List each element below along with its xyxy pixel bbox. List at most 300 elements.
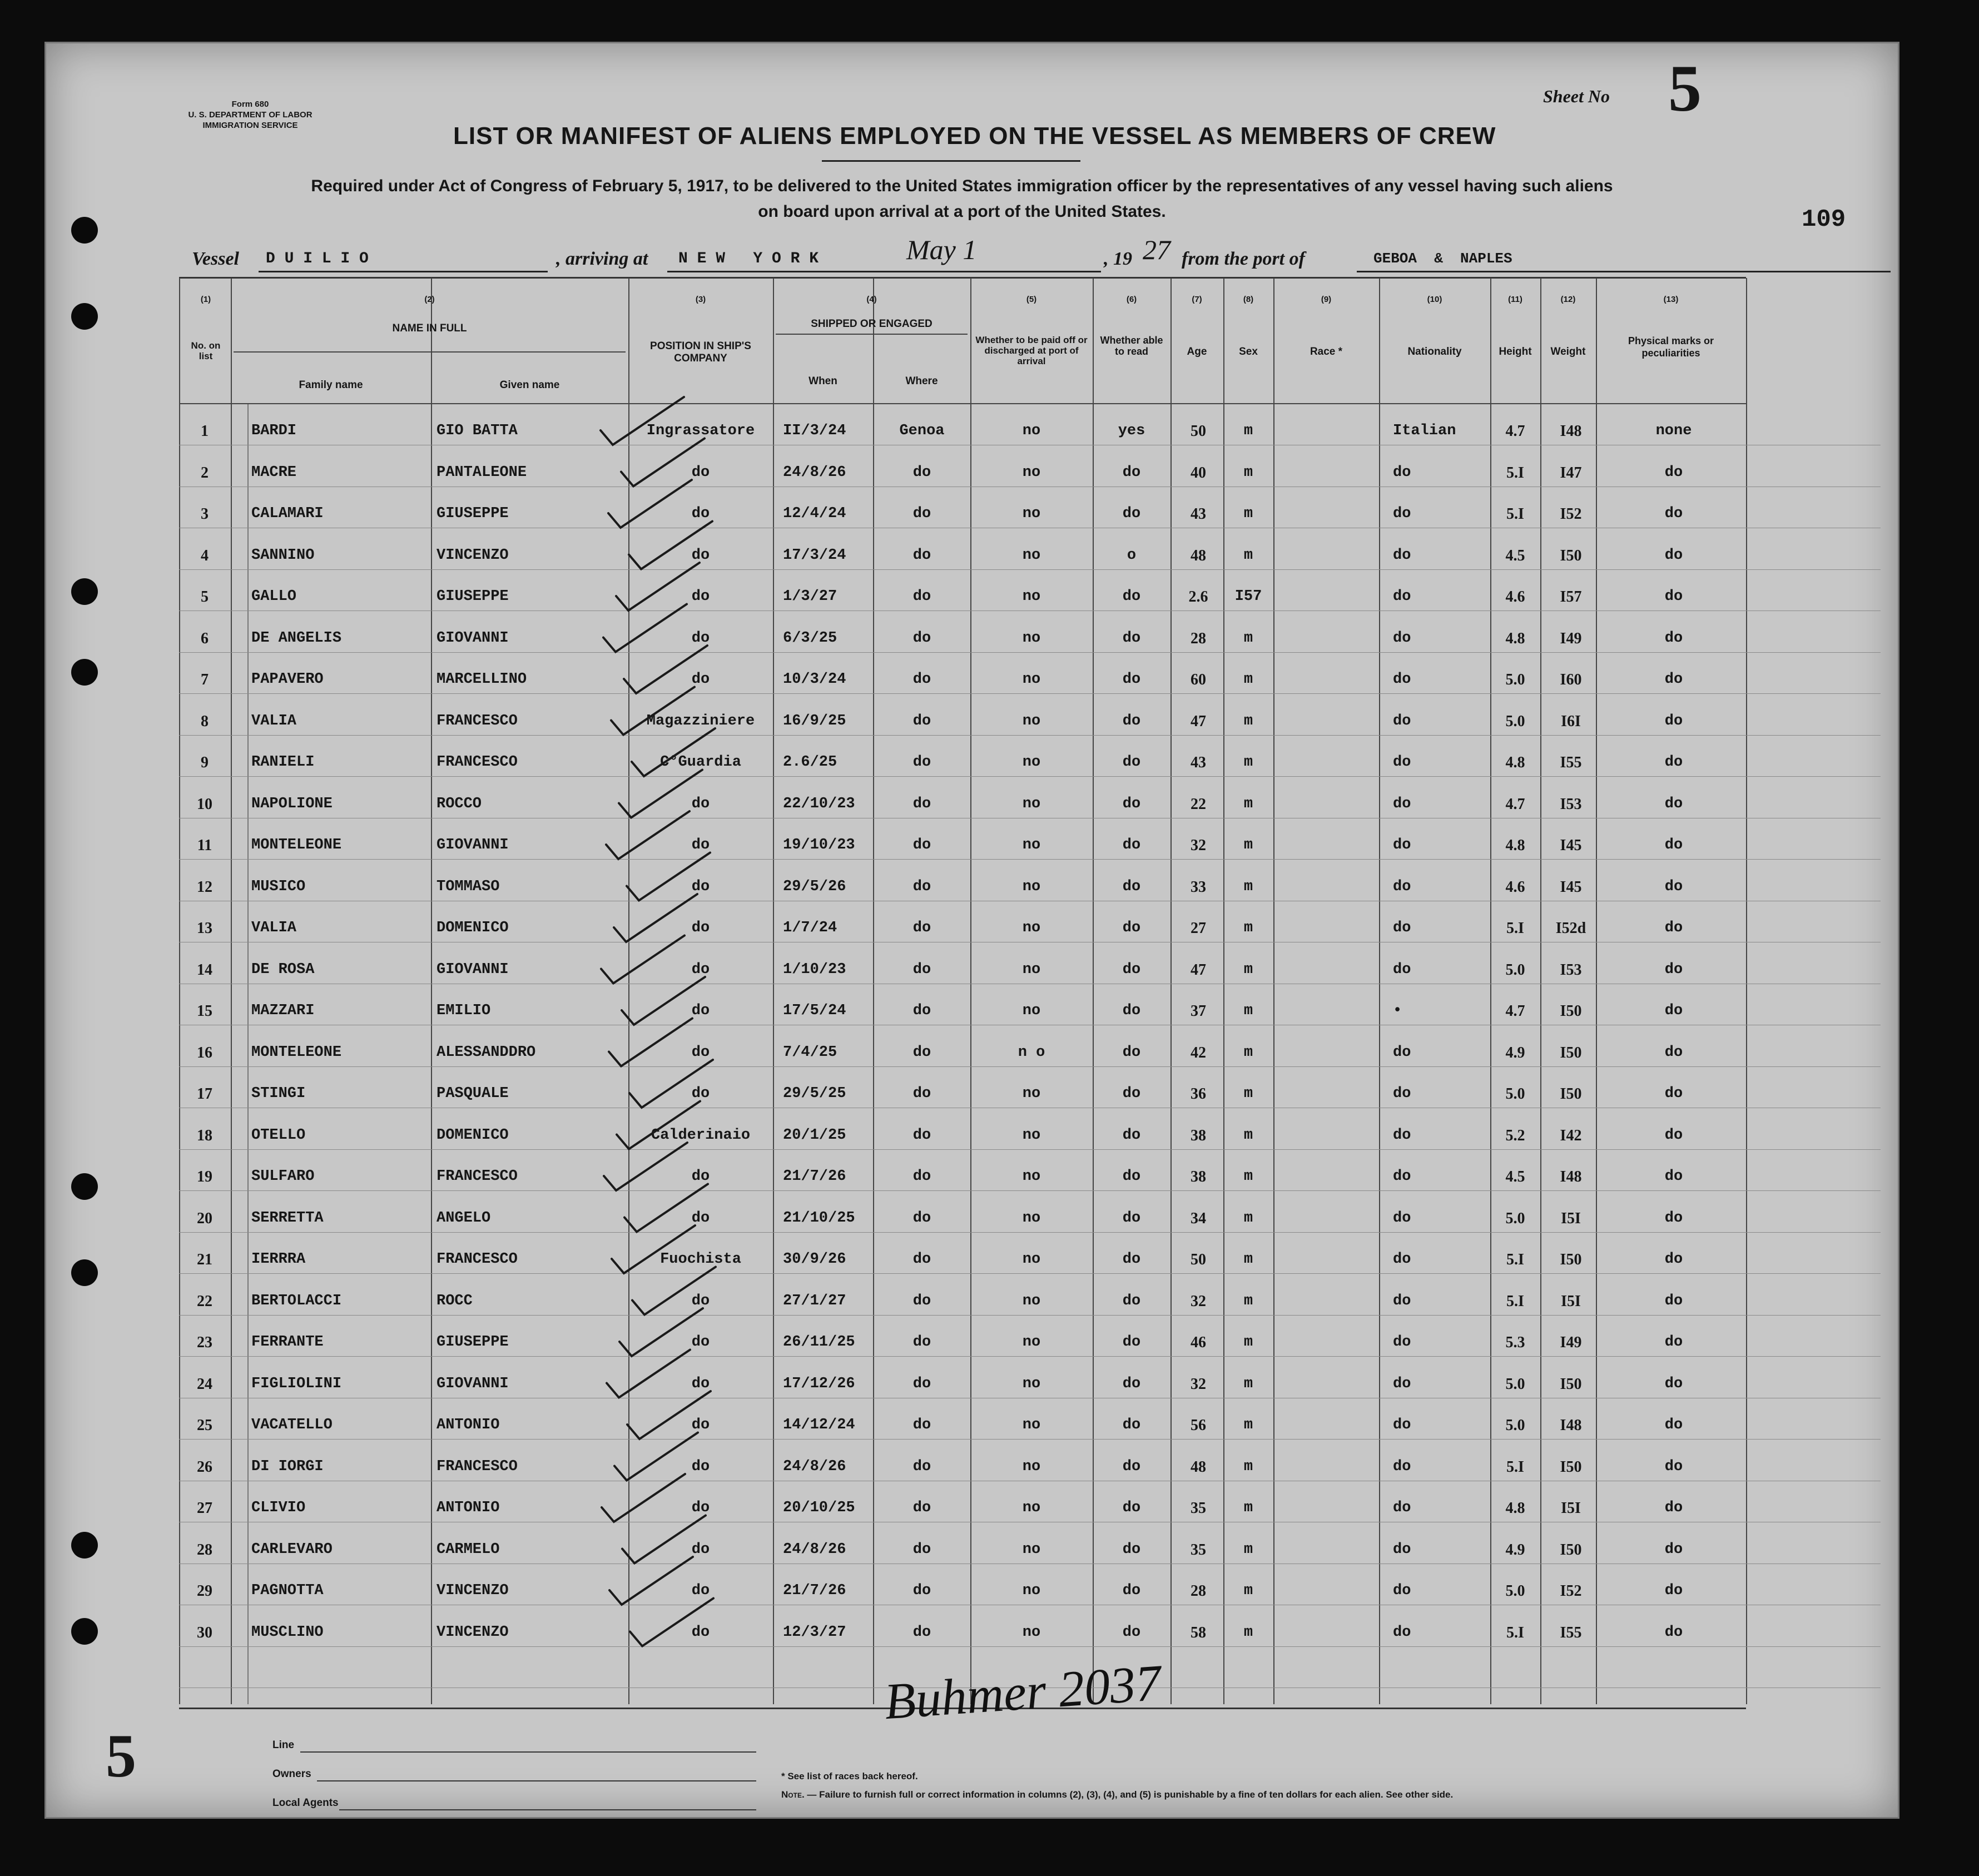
cell-weight: I50 — [1560, 1458, 1582, 1476]
grid-column-line — [1273, 278, 1274, 1704]
col-10-header: Nationality — [1407, 346, 1462, 358]
line-label: Line — [272, 1739, 295, 1751]
cell-where: do — [912, 464, 931, 481]
row-rule — [179, 569, 1881, 570]
cell-weight: I45 — [1560, 837, 1582, 854]
cell-family: RANIELI — [251, 754, 315, 771]
cell-height: 4.7 — [1505, 423, 1525, 440]
cell-where: do — [912, 1624, 931, 1641]
cell-marks: do — [1664, 754, 1683, 771]
cell-family: VACATELLO — [251, 1417, 333, 1433]
cell-marks: do — [1664, 1085, 1683, 1102]
cell-read: do — [1122, 1458, 1141, 1475]
cell-family: SERRETTA — [251, 1209, 324, 1227]
cell-weight: I53 — [1560, 961, 1582, 979]
cell-read: o — [1127, 547, 1137, 564]
cell-height: 4.8 — [1505, 629, 1525, 647]
cell-no: 15 — [197, 1002, 212, 1020]
cell-when: 2.6/25 — [783, 754, 837, 771]
departure-port: GEBOA & NAPLES — [1373, 250, 1512, 267]
cell-given: GIUSEPPE — [437, 505, 509, 522]
cell-height: 5.0 — [1505, 1582, 1525, 1600]
cell-age: 38 — [1191, 1126, 1206, 1144]
cell-height: 5.0 — [1505, 1209, 1525, 1227]
note-prefix: Note. — [781, 1789, 805, 1800]
cell-weight: I50 — [1560, 1044, 1582, 1061]
cell-nationality: do — [1393, 837, 1411, 853]
cell-when: 1/3/27 — [783, 588, 837, 605]
cell-no: 22 — [197, 1292, 212, 1310]
cell-paid: no — [1022, 505, 1041, 522]
cell-given: GIOVANNI — [437, 629, 509, 647]
owners-label: Owners — [272, 1768, 311, 1780]
cell-marks: do — [1664, 629, 1683, 647]
cell-where: do — [912, 505, 931, 522]
cell-where: do — [912, 837, 931, 853]
cell-given: PASQUALE — [437, 1085, 509, 1102]
cell-position: do — [691, 1375, 710, 1392]
cell-height: 4.5 — [1505, 547, 1525, 564]
cell-family: CARLEVARO — [251, 1541, 333, 1558]
cell-nationality: do — [1393, 795, 1411, 812]
col-7-number: (7) — [1192, 295, 1202, 304]
cell-paid: no — [1022, 1085, 1041, 1102]
cell-read: do — [1122, 1002, 1141, 1019]
col-8-number: (8) — [1243, 295, 1254, 304]
penalty-note — [781, 1789, 1453, 1800]
cell-paid: no — [1022, 878, 1041, 895]
cell-height: 5.0 — [1505, 712, 1525, 730]
cell-read: do — [1122, 961, 1141, 978]
cell-marks: do — [1664, 464, 1683, 481]
cell-nationality: do — [1393, 547, 1411, 564]
grid-column-line — [1093, 278, 1094, 1704]
col-6-number: (6) — [1126, 295, 1137, 304]
cell-weight: I55 — [1560, 754, 1582, 771]
cell-read: do — [1122, 1044, 1141, 1061]
cell-paid: no — [1022, 1417, 1041, 1433]
cell-height: 5.0 — [1505, 1375, 1525, 1393]
row-rule — [179, 1439, 1881, 1440]
cell-age: 60 — [1191, 671, 1206, 688]
cell-weight: I52 — [1560, 1582, 1582, 1600]
cell-given: DOMENICO — [437, 920, 509, 936]
cell-given: FRANCESCO — [437, 754, 518, 771]
form-number: Form 680 — [231, 100, 269, 109]
cell-no: 1 — [201, 423, 209, 440]
cell-age: 32 — [1191, 837, 1206, 854]
cell-marks: do — [1664, 920, 1683, 936]
cell-where: do — [912, 878, 931, 895]
arriving-field-line — [667, 271, 1101, 272]
col-2-header: NAME IN FULL — [392, 322, 467, 334]
year-prefix: , 19 — [1104, 249, 1132, 269]
vessel-name: D U I L I O — [266, 250, 369, 267]
cell-sex: m — [1243, 1126, 1253, 1144]
cell-age: 58 — [1191, 1624, 1206, 1641]
row-rule — [179, 1315, 1881, 1316]
col-13-header: Physical marks or peculiarities — [1628, 335, 1714, 359]
arrival-year: 27 — [1143, 234, 1170, 265]
cell-marks: do — [1664, 1417, 1683, 1433]
cell-age: 42 — [1191, 1044, 1206, 1061]
cell-position: do — [691, 920, 710, 936]
cell-paid: no — [1022, 920, 1041, 936]
cell-paid: no — [1022, 588, 1041, 605]
cell-given: FRANCESCO — [437, 1168, 518, 1185]
col-4-header: SHIPPED OR ENGAGED — [811, 318, 933, 330]
cell-when: 17/3/24 — [783, 547, 846, 564]
cell-given: EMILIO — [437, 1002, 491, 1019]
col-9-number: (9) — [1321, 295, 1332, 304]
form-header — [167, 99, 334, 131]
cell-height: 4.8 — [1505, 754, 1525, 771]
cell-family: OTELLO — [251, 1126, 306, 1144]
cell-paid: n o — [1018, 1044, 1045, 1061]
cell-family: FERRANTE — [251, 1334, 324, 1351]
cell-sex: m — [1243, 464, 1253, 481]
subtitle-line-2: on board upon arrival at a port of the United States. — [758, 202, 1166, 221]
cell-height: 4.7 — [1505, 795, 1525, 813]
cell-no: 29 — [197, 1582, 212, 1600]
cell-read: do — [1122, 1375, 1141, 1392]
cell-read: do — [1122, 1500, 1141, 1516]
cell-where: do — [912, 1334, 931, 1351]
cell-family: GALLO — [251, 588, 297, 605]
cell-read: do — [1122, 795, 1141, 812]
cell-family: DE ANGELIS — [251, 629, 342, 647]
cell-given: GIOVANNI — [437, 837, 509, 853]
grid-column-line — [1540, 278, 1541, 1704]
cell-given: FRANCESCO — [437, 712, 518, 729]
cell-given: ROCC — [437, 1292, 473, 1309]
col-12-header: Weight — [1550, 346, 1586, 358]
cell-family: CLIVIO — [251, 1500, 306, 1516]
cell-position: do — [691, 837, 710, 853]
cell-position: Ingrassatore — [646, 423, 755, 439]
grid-column-line — [431, 278, 432, 1704]
cell-nationality: do — [1393, 1458, 1411, 1475]
col-10-number: (10) — [1427, 295, 1442, 304]
cell-given: ALESSANDDRO — [437, 1044, 536, 1061]
cell-sex: m — [1243, 1209, 1253, 1227]
cell-given: VINCENZO — [437, 1624, 509, 1641]
cell-height: 5.I — [1506, 1624, 1524, 1641]
cell-height: 5.3 — [1505, 1334, 1525, 1351]
cell-where: do — [912, 712, 931, 729]
cell-read: do — [1122, 1541, 1141, 1558]
cell-when: 30/9/26 — [783, 1251, 846, 1268]
cell-given: GIUSEPPE — [437, 1334, 509, 1351]
cell-sex: m — [1243, 1375, 1253, 1392]
cell-position: do — [691, 1292, 710, 1309]
cell-nationality: • — [1393, 1002, 1402, 1019]
cell-sex: m — [1243, 1458, 1253, 1475]
cell-where: do — [912, 961, 931, 978]
cell-weight: I5I — [1561, 1209, 1581, 1227]
cell-nationality: do — [1393, 1417, 1411, 1433]
col-3-header: POSITION IN SHIP'S COMPANY — [650, 340, 751, 364]
col-1-header: No. on list — [191, 340, 221, 361]
cell-marks: do — [1664, 1541, 1683, 1558]
cell-when: 29/5/25 — [783, 1085, 846, 1102]
cell-read: do — [1122, 1624, 1141, 1641]
cell-weight: I50 — [1560, 1085, 1582, 1103]
cell-when: 24/8/26 — [783, 464, 846, 481]
note-text: — Failure to furnish full or correct information in columns (2), (3), (4), and (5) is punishable by a fine of ten dollars for each alien. See other side. — [804, 1789, 1454, 1800]
cell-nationality: do — [1393, 1334, 1411, 1351]
vessel-label: Vessel — [192, 249, 239, 269]
cell-no: 28 — [197, 1541, 212, 1559]
cell-height: 4.7 — [1505, 1002, 1525, 1020]
cell-where: do — [912, 920, 931, 936]
cell-paid: no — [1022, 1500, 1041, 1516]
cell-when: 12/3/27 — [783, 1624, 846, 1641]
cell-where: do — [912, 547, 931, 564]
cell-position: do — [691, 1417, 710, 1433]
cell-paid: no — [1022, 1251, 1041, 1268]
cell-sex: m — [1243, 754, 1253, 771]
cell-when: 1/10/23 — [783, 961, 846, 978]
cell-paid: no — [1022, 1375, 1041, 1392]
cell-paid: no — [1022, 1002, 1041, 1019]
sheet-number-stamp: 5 — [106, 1722, 136, 1790]
cell-where: Genoa — [899, 423, 945, 439]
cell-height: 5.I — [1506, 1458, 1524, 1476]
punch-hole — [71, 303, 98, 330]
cell-no: 30 — [197, 1624, 212, 1641]
grid-column-line — [1379, 278, 1380, 1704]
cell-age: 35 — [1191, 1541, 1206, 1559]
cell-no: 9 — [201, 754, 209, 771]
col-9-header: Race * — [1310, 346, 1343, 358]
cell-age: 46 — [1191, 1334, 1206, 1351]
cell-marks: do — [1664, 1334, 1683, 1351]
cell-when: 17/12/26 — [783, 1375, 855, 1392]
cell-nationality: do — [1393, 1126, 1411, 1144]
cell-paid: no — [1022, 629, 1041, 647]
cell-marks: do — [1664, 1375, 1683, 1392]
cell-when: 21/10/25 — [783, 1209, 855, 1227]
cell-when: 22/10/23 — [783, 795, 855, 812]
cell-when: 21/7/26 — [783, 1168, 846, 1185]
col-6-header: Whether able to read — [1100, 335, 1163, 357]
cell-sex: m — [1243, 1002, 1253, 1019]
cell-age: 50 — [1191, 423, 1206, 440]
cell-read: do — [1122, 1582, 1141, 1599]
col-5-header: Whether to be paid off or discharged at port of arrival — [975, 335, 1088, 366]
cell-family: NAPOLIONE — [251, 795, 333, 812]
line-field-line — [300, 1751, 756, 1753]
cell-when: 12/4/24 — [783, 505, 846, 522]
cell-when: 24/8/26 — [783, 1458, 846, 1475]
cell-sex: m — [1243, 795, 1253, 812]
cell-family: VALIA — [251, 712, 297, 729]
row-rule — [179, 1232, 1881, 1233]
cell-no: 14 — [197, 961, 212, 979]
cell-sex: I57 — [1234, 588, 1262, 605]
cell-weight: I48 — [1560, 1417, 1582, 1434]
cell-paid: no — [1022, 1334, 1041, 1351]
cell-no: 21 — [197, 1251, 212, 1268]
cell-sex: m — [1243, 1417, 1253, 1433]
cell-nationality: do — [1393, 1251, 1411, 1268]
cell-given: FRANCESCO — [437, 1251, 518, 1268]
cell-family: MAZZARI — [251, 1002, 315, 1019]
cell-given: VINCENZO — [437, 1582, 509, 1599]
cell-sex: m — [1243, 671, 1253, 688]
cell-no: 18 — [197, 1126, 212, 1144]
cell-age: 27 — [1191, 920, 1206, 937]
cell-position: do — [691, 878, 710, 895]
cell-nationality: do — [1393, 1375, 1411, 1392]
col-3-number: (3) — [695, 295, 706, 304]
cell-no: 12 — [197, 878, 212, 896]
cell-weight: I48 — [1560, 423, 1582, 440]
cell-weight: I42 — [1560, 1126, 1582, 1144]
grid-column-line — [1746, 278, 1747, 1704]
cell-height: 4.6 — [1505, 588, 1525, 606]
cell-when: 29/5/26 — [783, 878, 846, 895]
cell-paid: no — [1022, 1541, 1041, 1558]
cell-marks: do — [1664, 547, 1683, 564]
cell-sex: m — [1243, 423, 1253, 439]
cell-age: 47 — [1191, 961, 1206, 979]
cell-read: do — [1122, 1085, 1141, 1102]
cell-family: DI IORGI — [251, 1458, 324, 1475]
cell-weight: I57 — [1560, 588, 1582, 606]
cell-marks: do — [1664, 837, 1683, 853]
cell-family: SULFARO — [251, 1168, 315, 1185]
punch-hole — [71, 217, 98, 244]
col-12-number: (12) — [1560, 295, 1576, 304]
cell-age: 48 — [1191, 1458, 1206, 1476]
cell-position: do — [691, 629, 710, 647]
cell-nationality: do — [1393, 1085, 1411, 1102]
row-rule — [179, 735, 1881, 736]
cell-no: 27 — [197, 1500, 212, 1517]
punch-hole — [71, 1532, 98, 1559]
shipped-subheader-rule — [776, 334, 968, 335]
cell-where: do — [912, 1168, 931, 1185]
grid-column-line — [1490, 278, 1491, 1704]
cell-no: 24 — [197, 1375, 212, 1393]
cell-paid: no — [1022, 1624, 1041, 1641]
cell-sex: m — [1243, 837, 1253, 853]
row-rule — [179, 693, 1881, 694]
cell-age: 28 — [1191, 629, 1206, 647]
cell-when: 14/12/24 — [783, 1417, 855, 1433]
col-8-header: Sex — [1239, 346, 1258, 358]
cell-height: 5.I — [1506, 505, 1524, 523]
from-port-label: from the port of — [1182, 249, 1305, 269]
owners-field-line — [317, 1780, 756, 1781]
cell-sex: m — [1243, 505, 1253, 522]
cell-age: 28 — [1191, 1582, 1206, 1600]
cell-paid: no — [1022, 1458, 1041, 1475]
cell-nationality: do — [1393, 1168, 1411, 1185]
cell-position: do — [691, 795, 710, 812]
cell-height: 4.9 — [1505, 1541, 1525, 1559]
punch-hole — [71, 1259, 98, 1286]
cell-where: do — [912, 1209, 931, 1227]
cell-weight: I52d — [1555, 920, 1586, 937]
cell-weight: I5I — [1561, 1292, 1581, 1310]
cell-paid: no — [1022, 671, 1041, 688]
grid-column-line — [628, 278, 629, 1704]
cell-given: MARCELLINO — [437, 671, 527, 688]
cell-height: 5.0 — [1505, 961, 1525, 979]
cell-age: 34 — [1191, 1209, 1206, 1227]
cell-age: 36 — [1191, 1085, 1206, 1103]
cell-age: 33 — [1191, 878, 1206, 896]
cell-paid: no — [1022, 423, 1041, 439]
cell-sex: m — [1243, 712, 1253, 729]
cell-when: 16/9/25 — [783, 712, 846, 729]
page-number: 109 — [1802, 206, 1846, 234]
grid-column-line — [179, 278, 180, 1704]
cell-position: do — [691, 1168, 710, 1185]
sheet-label: Sheet No — [1543, 86, 1610, 106]
cell-nationality: do — [1393, 754, 1411, 771]
row-rule — [179, 776, 1881, 777]
manifest-table — [179, 277, 1746, 1709]
cell-when: 20/1/25 — [783, 1126, 846, 1144]
cell-no: 11 — [197, 837, 212, 854]
cell-age: 47 — [1191, 712, 1206, 730]
cell-weight: I55 — [1560, 1624, 1582, 1641]
cell-read: do — [1122, 920, 1141, 936]
cell-given: PANTALEONE — [437, 464, 527, 481]
cell-read: do — [1122, 1334, 1141, 1351]
cell-read: do — [1122, 588, 1141, 605]
cell-weight: I45 — [1560, 878, 1582, 896]
cell-height: 5.I — [1506, 1292, 1524, 1310]
cell-sex: m — [1243, 1624, 1253, 1641]
cell-marks: do — [1664, 795, 1683, 812]
cell-paid: no — [1022, 464, 1041, 481]
service: IMMIGRATION SERVICE — [202, 121, 298, 130]
cell-given: CARMELO — [437, 1541, 500, 1558]
cell-given: ANTONIO — [437, 1417, 500, 1433]
cell-where: do — [912, 1292, 931, 1309]
cell-where: do — [912, 1126, 931, 1144]
cell-when: 17/5/24 — [783, 1002, 846, 1019]
cell-family: IERRRA — [251, 1251, 306, 1268]
cell-where: do — [912, 1582, 931, 1599]
cell-age: 32 — [1191, 1375, 1206, 1393]
grid-column-line — [1223, 278, 1224, 1704]
cell-no: 26 — [197, 1458, 212, 1476]
page-title: LIST OR MANIFEST OF ALIENS EMPLOYED ON THE VESSEL AS MEMBERS OF CREW — [453, 122, 1496, 150]
cell-family: PAGNOTTA — [251, 1582, 324, 1599]
cell-position: Calderinaio — [651, 1126, 751, 1144]
cell-read: do — [1122, 1251, 1141, 1268]
cell-age: 32 — [1191, 1292, 1206, 1310]
cell-read: do — [1122, 1168, 1141, 1185]
cell-weight: I48 — [1560, 1168, 1582, 1185]
from-port-field-line — [1357, 271, 1891, 272]
cell-nationality: do — [1393, 629, 1411, 647]
handwritten-signature: Buhmer 2037 — [882, 1654, 1163, 1730]
cell-marks: do — [1664, 712, 1683, 729]
cell-paid: no — [1022, 754, 1041, 771]
races-footnote: * See list of races back hereof. — [781, 1771, 918, 1781]
cell-nationality: do — [1393, 1541, 1411, 1558]
cell-position: do — [691, 671, 710, 688]
cell-family: MUSCLINO — [251, 1624, 324, 1641]
cell-sex: m — [1243, 1582, 1253, 1599]
